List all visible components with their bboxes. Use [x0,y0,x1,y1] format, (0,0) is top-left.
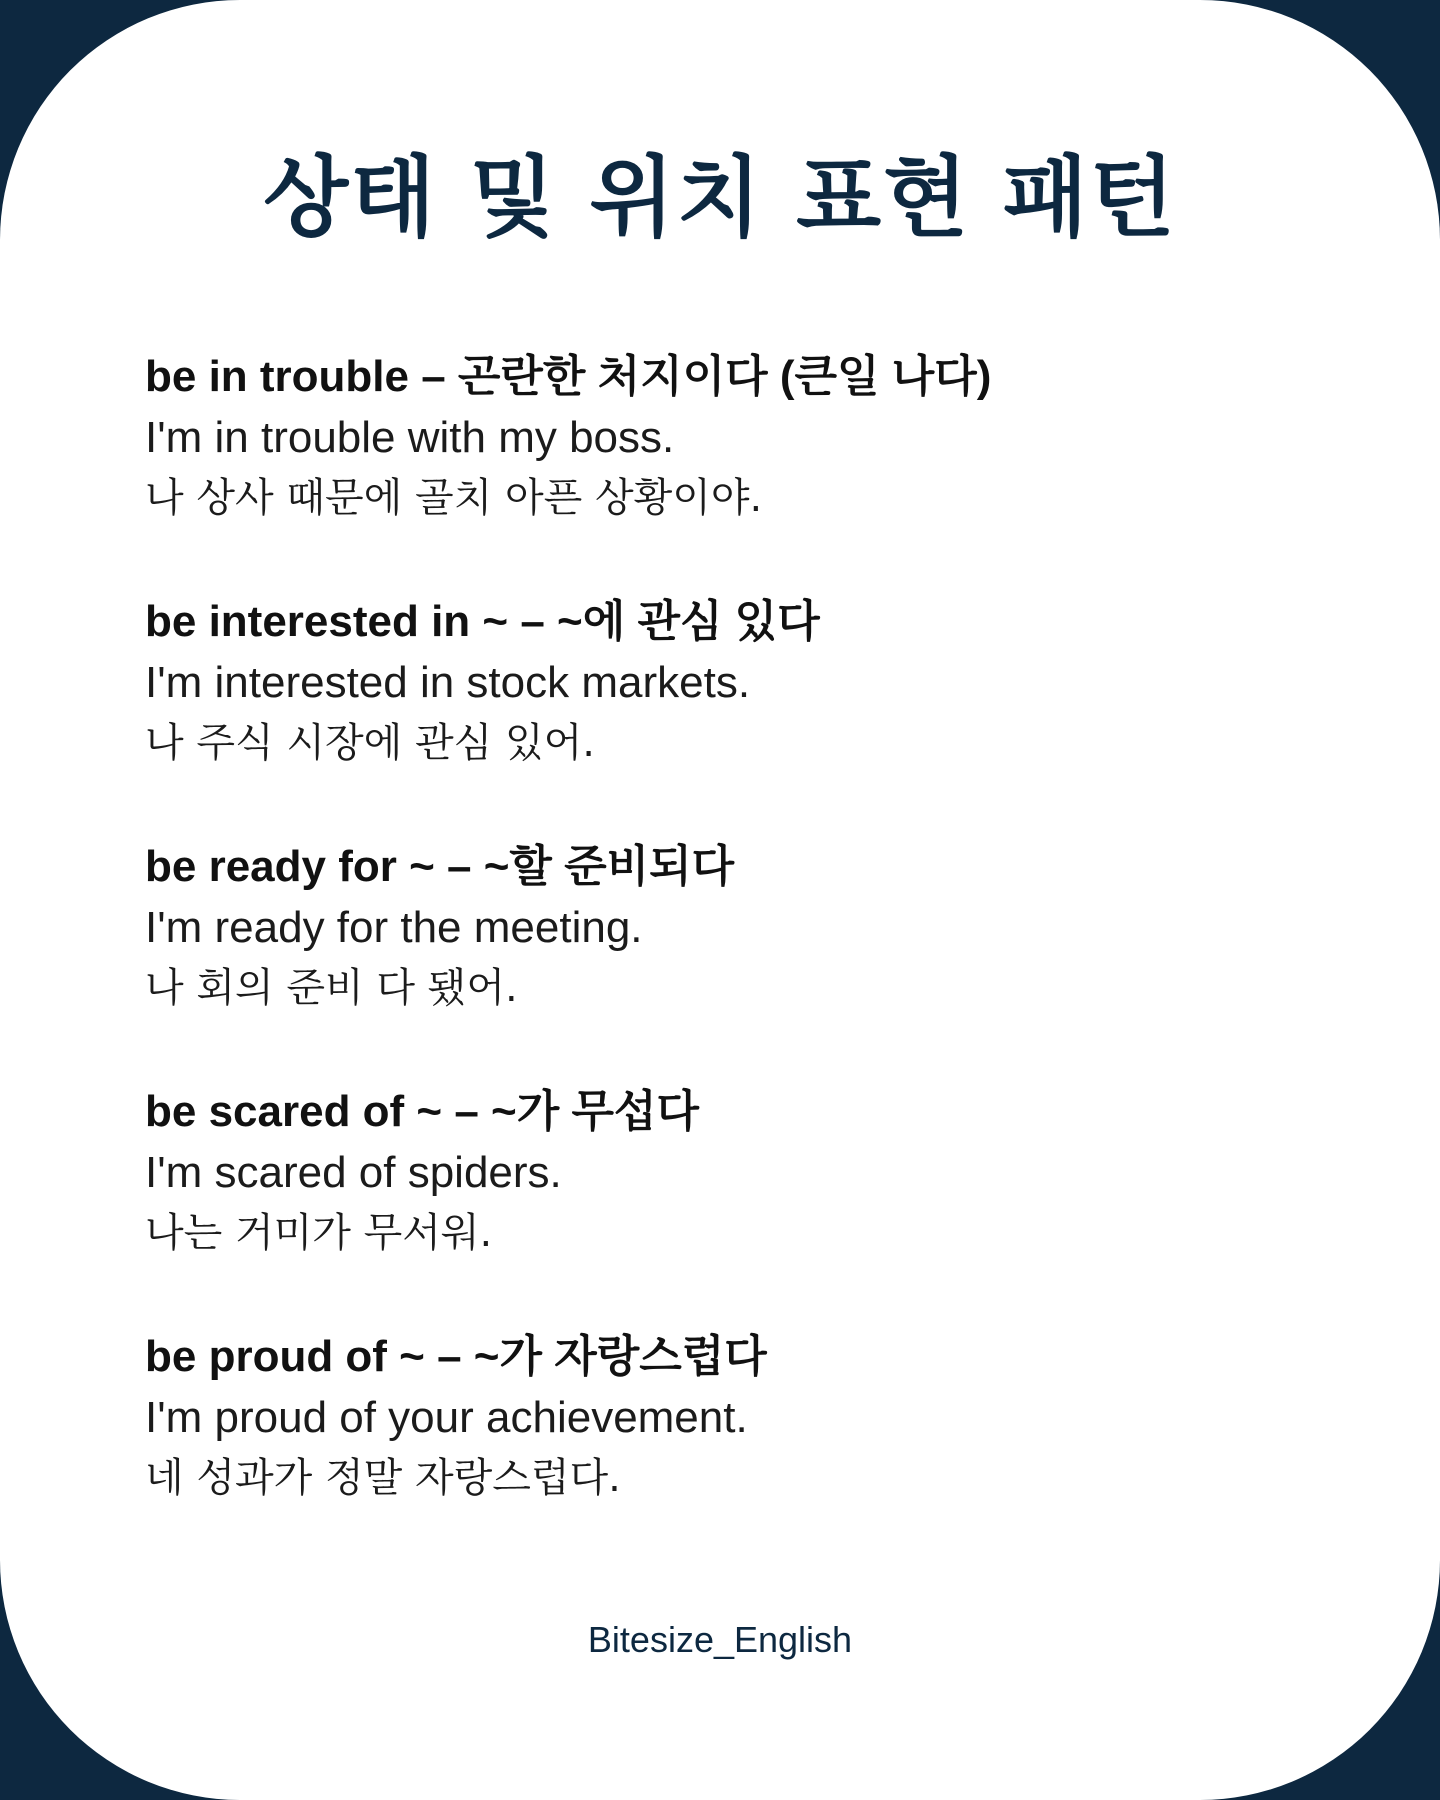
pattern-heading: be scared of ~ – ~가 무섭다 [145,1087,699,1136]
pattern-heading: be ready for ~ – ~할 준비되다 [145,842,735,891]
example-korean: 네 성과가 정말 자랑스럽다. [145,1455,621,1501]
pattern-entry [145,836,1345,1081]
pattern-entry [145,1326,1345,1571]
example-korean: 나는 거미가 무서워. [145,1210,493,1256]
pattern-entry [145,346,1345,591]
page-title: 상태 및 위치 표현 패턴 [263,146,1177,249]
brand-handle: Bitesize_English [587,1619,853,1660]
pattern-heading: be proud of ~ – ~가 자랑스럽다 [145,1332,767,1381]
example-english: I'm ready for the meeting. [145,903,643,952]
example-korean: 나 상사 때문에 골치 아픈 상황이야. [145,475,763,521]
example-korean: 나 주식 시장에 관심 있어. [145,720,595,766]
example-english: I'm in trouble with my boss. [145,413,675,462]
example-english: I'm proud of your achievement. [145,1393,748,1442]
example-korean: 나 회의 준비 다 됐어. [145,965,518,1011]
example-english: I'm interested in stock markets. [145,658,751,707]
pattern-heading: be interested in ~ – ~에 관심 있다 [145,597,820,646]
pattern-entry [145,591,1345,836]
pattern-entry [145,1081,1345,1326]
pattern-heading: be in trouble – 곤란한 처지이다 (큰일 나다) [145,352,992,401]
pattern-list [145,346,1345,1571]
example-english: I'm scared of spiders. [145,1148,562,1197]
